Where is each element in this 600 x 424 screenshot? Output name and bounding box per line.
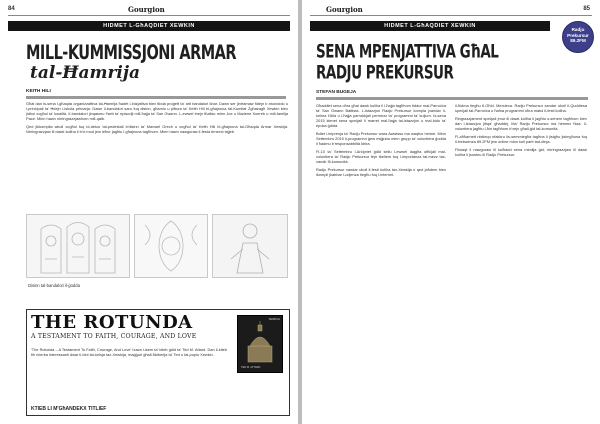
article-column-2 — [455, 103, 587, 409]
article-headline-left: MILL-KUMMISSJONI ARMAR — [26, 42, 237, 65]
advert-title: THE ROTUNDA — [31, 312, 193, 333]
paragraph: Radju Prekursur xandar ukoll il-festi kollha tax-Xewkija u qed jaħdem biex ikompli jkabbar l-udjenza tiegħu fuq l-internet. — [316, 167, 446, 177]
author-byline-right: STEFAN BUGEJA — [316, 90, 357, 95]
figure-sketch-icon — [213, 215, 287, 277]
book-advert — [26, 309, 290, 416]
advert-subtitle: A TESTAMENT TO FAITH, COURAGE, AND LOVE — [31, 333, 197, 340]
article-body-left — [26, 101, 288, 213]
radio-logo-badge — [562, 21, 594, 53]
paragraph: Filwaqt li nawguraw lil kulħadd sena mimlija ġid, nirringrazzjaw lil dawk kollha li jsostnu lil Radju Prekursur. — [455, 147, 587, 157]
book-cover — [237, 315, 283, 373]
magazine-logo-right: Gourgion — [326, 5, 363, 14]
photo-caption-left: Disinn tal-bandalori il-ġodda — [28, 283, 80, 288]
article-headline-right: SENA MPENJATTIVA GħAL — [316, 41, 499, 63]
paragraph: Fl-10 ta' Settembru l-Arċipriet ġdid kellu l-ewwel laqgħa uffiċjali mal-voluntiera ta' Radju Prekursur fejn tkellem fuq l-importanza tal-mezz tax-xandir fil-komunità. — [316, 149, 446, 164]
paragraph: Bdiet l-imprenja ta' Radju Prekursur wara Awwissu ma waqfux hemm. Minn Settembru 2015 il-programmi ġew miġjuba minn grupp ta' voluntiera ġodda li ħadmu b'responsabbiltà kbira. — [316, 131, 446, 146]
banner-design-image — [26, 214, 130, 278]
section-banner-right: HIDMET L-GħAQDIET XEWKIN — [310, 21, 550, 31]
author-byline-left: KEITH HILI — [26, 89, 51, 94]
book-cover-author: TED M. ATTARD — [241, 366, 261, 369]
rotunda-church-icon — [238, 316, 282, 372]
paragraph: Għal dan is-sena l-għaqda organizzattiva tal-Ħamrija ħadet l-inizjattiva biex tibda proġett ta' arti bandalori kbar. Dawn ser jintramaw fidejn ir-rwondolo u l-prinċipali ta' Ħdejn l-iskola primarja. Dawn il-bandalori saru fuq disinn, għamlu u pittura ta' Keith Hili bl-għajnuna tal-Kumitat Żgħażagħ Xewkin biex jidhol xogħol ta' kwalità. Il-bandalori jinqasmu f'sett ta' episodji mill-ħajja ta' San Gwann. L-ewwel tnejn tħallsu minn Joe u Marlene Xuereb u mill-familja Pace. Minn hawn nirringrazzjawhom mill-qalb. — [26, 101, 288, 121]
paragraph: Qed jikkompila wkoll xogħol fuq id-dekor tal-pedestall b'disinn ta' Manwel Grech u xogħol ta' Keith Hili bl-għajnuna tal-Għaqda Armar Xewkija. Nirringrazzjaw lil dawk kollha li b'xi mod jew ieħor jagħtu l-għajnuna tagħhom. Minn hawn nawguraw il-festa tirnexxi tajjeb. — [26, 124, 288, 134]
paragraph: Ringrazzjament speċjali jmur lil dawk kollha li jagħtu s-sehem tagħhom biex dan l-istazzjon jibqa' għaddej. Ma' Radju Prekursur ma hemmx ħlas. Il-voluntiera jagħtu l-ħin tagħhom b'xejn għall-ġid tal-komunità. — [455, 116, 587, 131]
header-rule-left — [8, 15, 290, 16]
paragraph: Għaddiet sena oħra għal dawk kollha li l-ħajja tagħhom tiddur mal-Parroċċa ta' San Ġwann Battista. L-istazzjon Radju Prekursur kompla jxandar il-kelma t'Alla u l-ħajja parrokkjali permezz ta' programmi ta' kuljum. Is-sena 2015 kienet sena speċjali li marret mal-ħajja tal-istazzjon u mal-bidu ta' epoka ġdida. — [316, 103, 446, 128]
ornament-sketch-icon — [135, 215, 207, 277]
article-headline-right-line2: RADJU PREKURSUR — [316, 62, 454, 84]
magazine-logo-left: Gourgion — [128, 5, 165, 14]
banner-detail-image — [134, 214, 208, 278]
page-number-left: 84 — [8, 6, 15, 12]
advert-call-to-action: KTIEB LI M'GħANDEKX TITLIEF — [31, 406, 107, 412]
article-column-1 — [316, 103, 446, 409]
radio-logo-text: Radju Prekursur 89.2FM — [567, 27, 589, 44]
page-number-right: 85 — [583, 6, 590, 12]
left-page — [0, 0, 298, 424]
headline-rule-right — [316, 97, 588, 100]
book-cover-tag: XEWKIJA — [268, 318, 280, 321]
right-page — [302, 0, 600, 424]
header-rule-right — [310, 15, 592, 16]
article-headline-script-left: tal-Ħamrija — [30, 63, 141, 83]
headline-rule-left — [26, 96, 286, 99]
banner-figure-image — [212, 214, 288, 278]
paragraph: Fl-aħħarnett nixtiequ nfakkru lis-semmiegħa tagħna li jistgħu jisimgħuna fuq il-frekwenza 89.2FM jew online minn kull parti tad-dinja. — [455, 134, 587, 144]
section-banner-left: HIDMET L-GħAQDIET XEWKIN — [8, 21, 290, 31]
banner-sketch-icon — [27, 215, 129, 277]
advert-body: 'The Rotunda – A Testament To Faith, Courage, And Love' huwa l-isem ta' ktieb ġdid ta' Ted M. Attard. Dan il-ktieb fih riċerka interessanti dwar il-bini tal-knisja tax-Xewkija, maġġuri għall-ħbiberija ta' Ted u tal-poplu Xewkin. — [31, 347, 227, 357]
paragraph: il-ħidma tiegħu fl-Għid. Mercieca. Radju Prekursur xandar ukoll il-Quddiesa speċjali tal-Parroċċa u ħafna programmi oħra matul il-festi kollha. — [455, 103, 587, 113]
